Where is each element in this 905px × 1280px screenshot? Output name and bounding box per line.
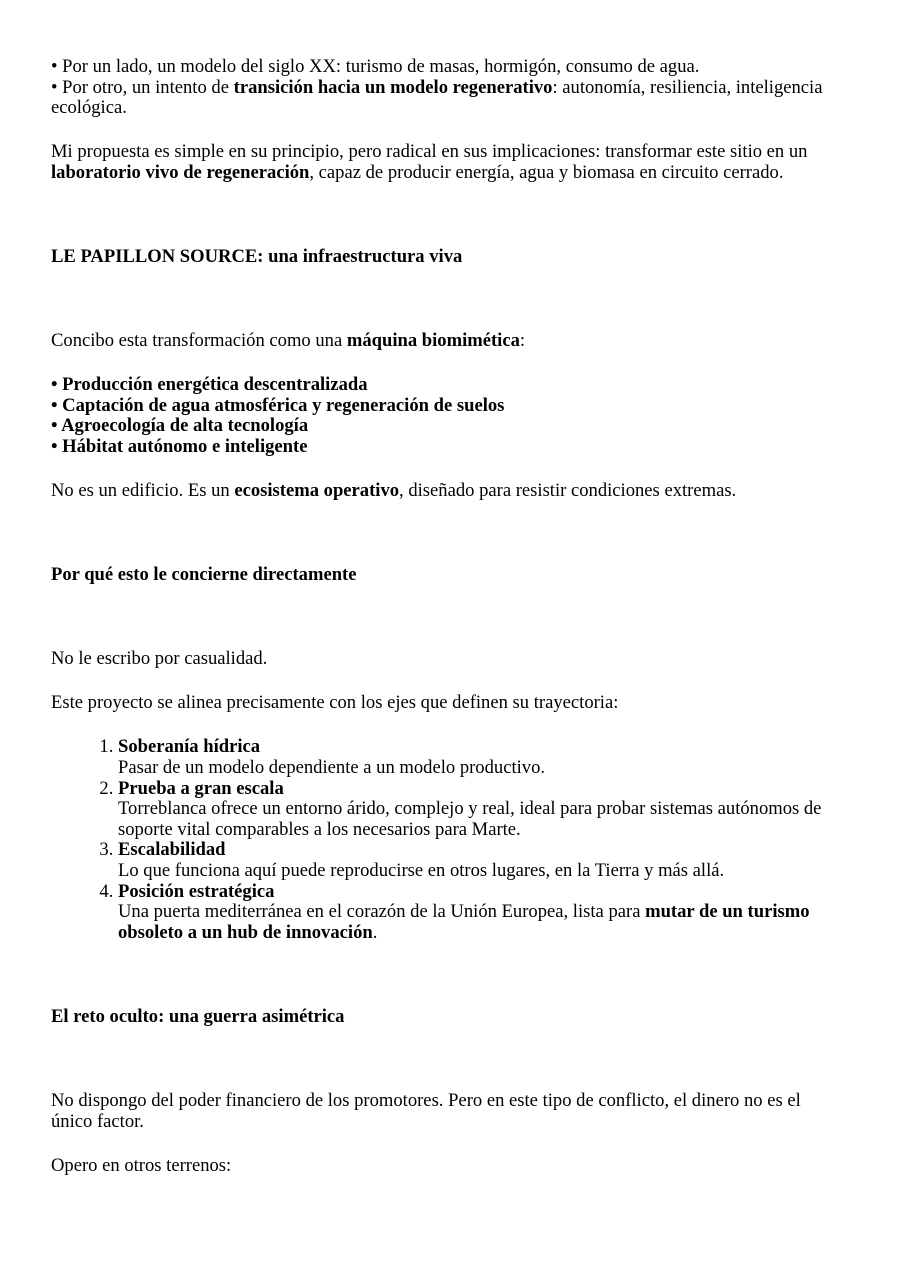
alignment-paragraph: Este proyecto se alinea precisamente con los ejes que definen su trayectoria: (51, 692, 619, 714)
biomimetic-machine-paragraph: Concibo esta transformación como una máquina biomimética: (51, 330, 526, 352)
section-heading-hidden-challenge: El reto oculto: una guerra asimétrica (51, 1005, 345, 1027)
list-item-water-sovereignty: 1. Soberanía hídrica Pasar de un modelo dependiente a un modelo productivo. (118, 737, 846, 778)
not-by-chance-paragraph: No le escribo por casualidad. (51, 648, 268, 670)
section-heading-papillon-source: LE PAPILLON SOURCE: una infraestructura viva (51, 245, 463, 267)
list-item-strategic-position: 4. Posición estratégica Una puerta mediterránea en el corazón de la Unión Europea, lista para mutar de un turismo obsoleto a un hub de innovación. (118, 882, 846, 944)
intro-bullets-paragraph: • Por un lado, un modelo del siglo XX: turismo de masas, hormigón, consumo de agua. • Por otro, un intento de transición hacia un modelo regenerativo: autonomía, resiliencia, inteligencia ecológica. (51, 56, 823, 119)
financial-paragraph: No dispongo del poder financiero de los promotores. Pero en este tipo de conflicto, el dinero no es el único factor. (51, 1089, 801, 1132)
list-item-large-scale-test: 2. Prueba a gran escala Torreblanca ofrece un entorno árido, complejo y real, ideal para probar sistemas autónomos de soporte vital comparables a los necesarios para Marte. (118, 779, 846, 841)
terrains-paragraph: Opero en otros terrenos: (51, 1154, 232, 1176)
proposal-paragraph: Mi propuesta es simple en su principio, pero radical en sus implicaciones: transformar este sitio en un laboratorio vivo de regeneración, capaz de producir energía, agua y biomasa en circuito cerrado. (51, 141, 808, 183)
section-heading-concern: Por qué esto le concierne directamente (51, 564, 357, 586)
list-item-scalability: 3. Escalabilidad Lo que funciona aquí puede reproducirse en otros lugares, en la Tierra y más allá. (118, 840, 846, 881)
axes-numbered-list (51, 737, 846, 943)
feature-bullet-list: • Producción energética descentralizada • Captación de agua atmosférica y regeneración de suelos • Agroecología de alta tecnología • Hábitat autónomo e inteligente (51, 374, 505, 457)
ecosystem-paragraph: No es un edificio. Es un ecosistema operativo, diseñado para resistir condiciones extremas. (51, 480, 737, 502)
